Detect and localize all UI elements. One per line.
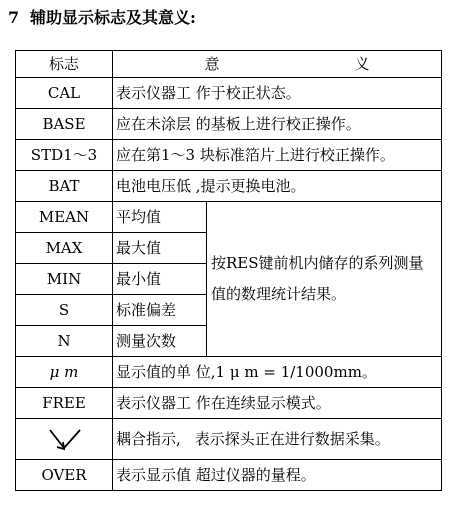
row-label-max: 最大值 [113, 233, 207, 264]
row-desc-probe-b: 表示探头正在进行数据采集。 [194, 430, 390, 448]
group-description: 按RES键前机内储存的系列测量值的数理统计结果。 [207, 202, 442, 357]
row-key-s: S [16, 295, 113, 326]
row-desc-std: 应在第1～3 块标准箔片上进行校正操作。 [113, 140, 442, 171]
table-row [16, 388, 442, 419]
row-desc-probe-a: 耦合指示, [116, 430, 181, 448]
header-meaning-a: 意 [204, 55, 220, 73]
table-header-row [16, 51, 442, 78]
row-desc-free: 表示仪器工 作在连续显示模式。 [113, 388, 442, 419]
symbol-table [15, 50, 442, 491]
table-row [16, 419, 442, 460]
row-label-mean: 平均值 [113, 202, 207, 233]
row-desc-probe [113, 419, 442, 460]
table-row [16, 109, 442, 140]
header-meaning-b: 义 [354, 55, 370, 73]
row-key-mean: MEAN [16, 202, 113, 233]
row-key-base: BASE [16, 109, 113, 140]
row-key-min: MIN [16, 264, 113, 295]
header-meaning [113, 51, 442, 78]
row-key-over: OVER [16, 460, 113, 491]
row-key-cal: CAL [16, 78, 113, 109]
row-label-n: 测量次数 [113, 326, 207, 357]
row-desc-bat: 电池电压低 ,提示更换电池。 [113, 171, 442, 202]
table-row [16, 171, 442, 202]
row-key-n: N [16, 326, 113, 357]
row-desc-cal: 表示仪器工 作于校正状态。 [113, 78, 442, 109]
table-row [16, 78, 442, 109]
row-key-max: MAX [16, 233, 113, 264]
row-label-min: 最小值 [113, 264, 207, 295]
row-desc-base: 应在未涂层 的基板上进行校正操作。 [113, 109, 442, 140]
section-title: 辅助显示标志及其意义: [30, 8, 196, 27]
section-heading [8, 6, 196, 30]
row-key-free: FREE [16, 388, 113, 419]
row-desc-um: 显示值的单 位,1 μ m = 1/1000mm。 [113, 357, 442, 388]
probe-arrow-icon [44, 424, 84, 456]
header-symbol: 标志 [16, 51, 113, 78]
table-row [16, 140, 442, 171]
section-number: 7 [8, 8, 20, 27]
table-row [16, 202, 442, 233]
row-key-um: μ m [16, 357, 113, 388]
table-row [16, 460, 442, 491]
table-row [16, 357, 442, 388]
row-key-std: STD1～3 [16, 140, 113, 171]
row-key-probe [16, 419, 113, 460]
row-key-bat: BAT [16, 171, 113, 202]
row-label-s: 标准偏差 [113, 295, 207, 326]
row-desc-over: 表示显示值 超过仪器的量程。 [113, 460, 442, 491]
